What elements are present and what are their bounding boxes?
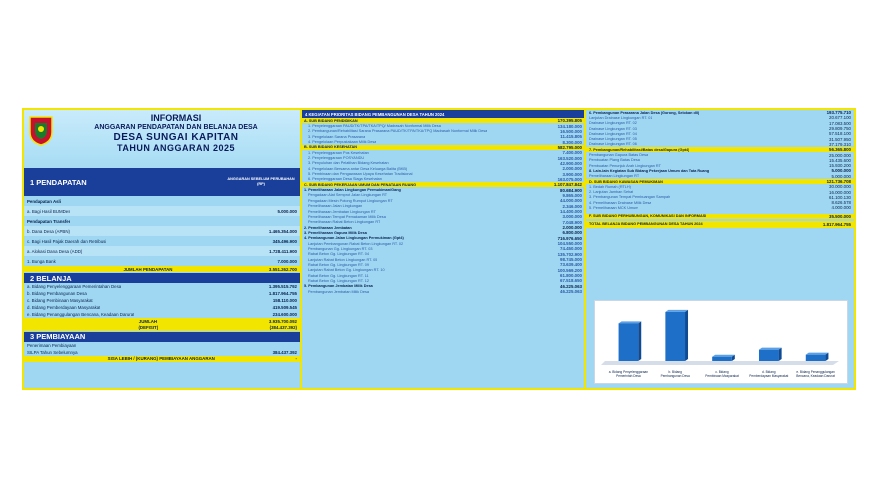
- row-value: 2.346.000: [562, 203, 582, 209]
- row-value: 193.775.710: [826, 110, 851, 116]
- chart-bar: [806, 355, 826, 361]
- pendapatan-total-row: [24, 266, 300, 272]
- row-value: 73.639.400: [560, 262, 582, 268]
- row-value: 15.930.200: [829, 163, 851, 169]
- row-label: F. SUB BIDANG PERHUBUNGAN, KOMUNIKASI DAN INFORMASI: [589, 214, 707, 219]
- row-value: 100.569.200: [557, 267, 582, 273]
- row-value: 25.000.000: [829, 152, 851, 158]
- row-value: 56.365.800: [829, 147, 851, 153]
- table-row: [24, 304, 300, 311]
- row-label: TOTAL BELANJA BIDANG PEMBANGUNAN DESA TAHUN 2024: [589, 222, 703, 227]
- pendapatan-table: [24, 196, 300, 266]
- row-value: 67.518.650: [560, 278, 582, 284]
- row-value: 8.300.000: [562, 139, 582, 145]
- row-label: 3. Pengelolaan Sarana Prasarana: [308, 134, 366, 139]
- total-label: JUMLAH PENDAPATAN: [123, 266, 173, 272]
- row-label: b. Dana Desa (APBN): [27, 228, 70, 234]
- belanja-table: [24, 283, 300, 318]
- row-value: 7.000.000: [277, 258, 297, 264]
- row-label: b. Bidang Pembangunan Desa: [27, 291, 87, 297]
- row-value: 16.500.000: [560, 128, 582, 134]
- chart-category-line: d. Bidang: [762, 370, 776, 374]
- row-value: 7.048.900: [562, 219, 582, 225]
- table-row: [24, 216, 300, 226]
- row-value: 1.465.354.000: [268, 228, 297, 234]
- header-line-4: TAHUN ANGGARAN 2025: [116, 143, 235, 153]
- defisit-label: (DEFISIT): [138, 324, 159, 330]
- header-line-1: INFORMASI: [150, 113, 202, 123]
- row-label: Drainase Lingkungan RT. 04: [589, 131, 637, 136]
- belanja-total-row: [24, 318, 300, 324]
- panel-prioritas-lanjutan: [586, 110, 854, 388]
- row-label: 5. Pembinaan dan Pengawasan Upaya Kesehatan Tradisional: [308, 172, 413, 177]
- chart-bar-top: [759, 348, 782, 350]
- total-label: JUMLAH: [138, 318, 158, 324]
- row-value: 121.736.708: [826, 179, 851, 184]
- section-pembiayaan-header: [24, 332, 300, 342]
- row-label: B. SUB BIDANG KESEHATAN: [304, 145, 358, 150]
- row-value: 2.000.000: [562, 166, 582, 172]
- chart-category-line: a. Bidang Penyelenggaraan: [608, 370, 649, 374]
- row-label: Pemeliharaan Rabat Beton Lingkungan RT: [308, 220, 381, 225]
- row-label: 1. Bunga Bank: [27, 258, 56, 264]
- row-label: 3. Penyuluhan dan Pelatihan Bidang Kesehatan: [308, 161, 389, 166]
- row-label: Drainase Lingkungan RT. 03: [589, 126, 637, 131]
- row-value: 158.110.000: [272, 298, 297, 304]
- total-value: 3.935.700.092: [268, 318, 297, 324]
- row-label: e. Bidang Penanggulangan Bencana, Keadaan Darurat: [27, 312, 135, 318]
- row-value: 80.684.900: [560, 187, 582, 193]
- row-value: 35.500.000: [829, 213, 851, 219]
- row-value: 11.415.805: [560, 134, 582, 140]
- row-value: 74.450.000: [560, 246, 582, 252]
- row-label: D. SUB BIDANG KAWASAN PEMUKIMAN: [589, 179, 663, 184]
- row-value: 31.507.950: [829, 136, 851, 142]
- chart-category-line: Pemerintah Desa: [616, 374, 641, 378]
- chart-category-line: Pembangunan Desa: [660, 374, 690, 378]
- row-label: 1. Penyelenggaraan Pos Kesehatan: [308, 150, 369, 155]
- sisa-row: [24, 356, 300, 362]
- row-label: Pemeliharaan Tempat Pemakaman Milik Desa: [308, 214, 386, 219]
- table-row: [24, 256, 300, 266]
- row-value: 17.083.500: [829, 120, 851, 126]
- table-row: [24, 246, 300, 256]
- table-row: [24, 290, 300, 297]
- row-label: 7. Pembangunan/Rehabilitasi/Batas desa/Gapura (Gpt4): [589, 147, 690, 152]
- row-value: 345.496.900: [272, 238, 297, 244]
- chart-category-label: [749, 370, 788, 378]
- row-label: Drainase Lingkungan RT. 06: [589, 142, 637, 147]
- belanja-bar-chart: [594, 300, 848, 384]
- row-value: 61.800.000: [560, 273, 582, 279]
- chart-category-line: Pemberdayaan Masyarakat: [749, 374, 789, 378]
- row-label: Rabat Beton Gg. Lingkungan RT. 04: [308, 252, 369, 257]
- row-label: Pemeliharaan Lingkungan RT: [589, 174, 640, 179]
- row-label: Rabat Beton Gg. Lingkungan RT. 09: [308, 262, 369, 267]
- row-label: c. Bidang Pembinaan Masyarakat: [27, 298, 93, 304]
- chart-bar-top: [806, 353, 829, 355]
- row-value: 20.677.100: [829, 115, 851, 121]
- row-value: 3.900.000: [562, 171, 582, 177]
- sisa-value: -: [295, 356, 297, 362]
- row-value: 57.518.100: [829, 131, 851, 137]
- row-label: Lanjutan Rabat Beton Lingkungan RT. 05: [308, 257, 378, 262]
- row-label: Pembuatan Plang Batas Desa: [589, 158, 640, 163]
- row-value: 14.400.000: [560, 209, 582, 215]
- row-value: 4.000.000: [831, 205, 851, 211]
- row-value: 419.509.545: [272, 305, 297, 311]
- section-title: 3 PEMBIAYAAN: [30, 332, 86, 342]
- total-value: 3.551.262.700: [268, 266, 297, 272]
- row-value: 30.000.000: [829, 184, 851, 190]
- row-label: c. Bagi Hasil Pajak Daerah dan Retribusi: [27, 238, 107, 244]
- row-label: C. SUB BIDANG PEKERJAAN UMUM DAN PENATAAN RUANG: [304, 182, 417, 187]
- row-label: Drainase Lingkungan RT. 02: [589, 121, 637, 126]
- row-value: 16.000.000: [829, 189, 851, 195]
- header-title-block: [54, 113, 298, 153]
- row-value: 3.000.000: [562, 214, 582, 220]
- row-label: 1. Pemeliharaan Jalan Lingkungan Permukiman/Gang: [304, 188, 401, 193]
- table-row: [24, 226, 300, 236]
- chart-floor: [601, 361, 839, 365]
- row-label: 2. Pembangunan/Rehabilitasi Sarana Prasarana PAUD/TK/TPA/TKA/TPQ Madrasah Nonformal Milik Desa: [308, 129, 488, 134]
- row-value: 1.107.847.842: [553, 182, 582, 188]
- chart-bar-top: [712, 355, 735, 357]
- row-value: 98.745.000: [560, 257, 582, 263]
- chart-bar-top: [619, 321, 642, 323]
- table-row: [586, 214, 854, 219]
- row-value: 46.225.063: [560, 289, 582, 295]
- row-value: 582.795.000: [557, 144, 582, 150]
- row-label: Pembangunan Jembatan Milik Desa: [308, 289, 369, 294]
- row-label: 4. Pengelolaan Perpustakaan Milik Desa: [308, 140, 377, 145]
- row-label: Pengadaan Mesin Potong Rumput Lingkungan RT: [308, 198, 393, 203]
- chart-svg: [595, 301, 847, 383]
- section-belanja-header: [24, 273, 300, 283]
- panel-prioritas-pembangunan: [302, 110, 584, 388]
- row-value: 234.600.000: [272, 312, 297, 318]
- row-label: Rabat Beton Gg. Lingkungan RT. 12: [308, 278, 369, 283]
- row-label: Penerimaan Pembiayaan: [27, 342, 77, 348]
- row-label: 8. Lain-lain Kegiatan Sub Bidang Pekerjaan Umum dan Tata Ruang: [589, 168, 710, 173]
- row-value: 46.225.063: [560, 283, 582, 289]
- row-label: Pendapatan Transfer: [27, 218, 71, 224]
- chart-bar: [665, 312, 685, 361]
- chart-category-line: b. Bidang: [668, 370, 682, 374]
- row-label: Pemeliharaan Jalan Lingkungan: [308, 204, 363, 209]
- row-value: 29.809.750: [829, 126, 851, 132]
- page-header: [24, 110, 300, 168]
- header-line-2: ANGGARAN PENDAPATAN DAN BELANJA DESA: [94, 124, 258, 131]
- row-label: Lanjutan Rabat Beton Gg. Lingkungan RT. 10: [308, 268, 385, 273]
- row-value: 104.550.000: [557, 241, 582, 247]
- row-value: 170.395.805: [557, 118, 582, 124]
- chart-category-line: Pembinaan Masyarakat: [705, 374, 739, 378]
- row-value: 134.180.000: [557, 123, 582, 129]
- row-label: SILPA Tahun Sebelumnya: [27, 349, 78, 355]
- chart-category-label: [796, 370, 835, 378]
- row-label: Pengadaan Alat Semprot Jalan Lingkungan RT: [308, 193, 388, 198]
- column-header: ANGGARAN SEBELUM PERUBAHAN (RP): [227, 177, 295, 186]
- row-label: 5. Pemeliharaan MCK Umum: [589, 205, 639, 210]
- row-label: Pemeliharaan Jembatan Lingkungan RT: [308, 209, 376, 214]
- row-value: 15.435.600: [829, 157, 851, 163]
- row-value: 1.728.411.900: [269, 248, 297, 254]
- row-label: Lanjutan Drainase Lingkungan RT. 01: [589, 115, 653, 120]
- defisit-row: [24, 324, 300, 330]
- chart-bar-top: [665, 310, 688, 312]
- row-label: Pendapatan Asli: [27, 198, 61, 204]
- row-label: a. Bagi Hasil BUMDes: [27, 208, 71, 214]
- table-row: [24, 311, 300, 318]
- row-label: 2. Penyelenggaraan POSYANDU: [308, 156, 365, 161]
- row-label: 6. Penyelenggaraan Desa Siaga Kesehatan: [308, 177, 382, 182]
- prioritas-table: [302, 118, 584, 294]
- row-value: 5.000.000: [277, 208, 297, 214]
- table-row: [586, 205, 854, 210]
- row-value: 384.437.392: [272, 349, 297, 355]
- prioritas-lanjutan-table: [586, 110, 854, 228]
- chart-bar-side: [685, 310, 688, 361]
- section-title: 2 BELANJA: [30, 273, 72, 283]
- table-row: [302, 289, 584, 294]
- row-label: A. SUB BIDANG PENDIDIKAN: [304, 118, 358, 123]
- chart-category-line: Bencana, Keadaan Darurat: [796, 374, 835, 378]
- row-value: 6.800.000: [562, 230, 582, 236]
- row-value: 1.817.964.755: [822, 221, 851, 227]
- chart-category-line: c. Bidang: [715, 370, 729, 374]
- pembiayaan-table: [24, 342, 300, 356]
- table-row: [24, 283, 300, 290]
- row-value: 37.179.310: [829, 141, 851, 147]
- row-value: 135.702.900: [557, 251, 582, 257]
- chart-bar-side: [779, 348, 782, 361]
- section-title: 1 PENDAPATAN: [30, 177, 87, 187]
- row-value: 44.000.000: [560, 198, 582, 204]
- header-line-3: DESA SUNGAI KAPITAN: [113, 132, 239, 143]
- table-row: [24, 196, 300, 206]
- row-value: 9.865.000: [562, 192, 582, 198]
- chart-bar: [712, 357, 732, 361]
- chart-bar: [759, 350, 779, 361]
- row-value: 42.900.000: [560, 160, 582, 166]
- sisa-label: SISA LEBIH / (KURANG) PEMBIAYAAN ANGGARAN: [107, 356, 215, 362]
- row-label: 2. Pemeliharaan Jembatan: [304, 225, 352, 230]
- row-label: Rabat Beton Gg. Lingkungan RT. 11: [308, 273, 369, 278]
- row-value: 163.075.000: [557, 176, 582, 182]
- row-label: d. Bidang Pemberdayaan Masyarakat: [27, 305, 101, 311]
- row-label: 1. Penyelenggaraan PAUD/TK/TPA/TKA/TPQ/ Madrasah Nonformal Milik Desa: [308, 124, 441, 129]
- row-label: 3. Pemeliharaan Gapura Milik Desa: [304, 230, 367, 235]
- chart-bar: [619, 323, 639, 361]
- row-value: 8.626.578: [831, 200, 851, 206]
- row-value: 5.000.000: [831, 173, 851, 179]
- panel-apbdes-summary: [24, 110, 300, 388]
- row-label: 4. Pengelolaan Bersama antar Desa Keluarga Balita (BKB): [308, 166, 408, 171]
- row-value: 61.100.130: [829, 194, 851, 200]
- row-label: 5. Pembangunan Jembatan Milik Desa: [304, 284, 373, 289]
- row-value: 5.000.000: [831, 168, 851, 174]
- row-label: 4. Pemeliharaan Drainase Milik Desa: [589, 200, 652, 205]
- row-label: Pembangunan Gapura Batas Desa: [589, 153, 649, 158]
- row-label: Drainase Lingkungan RT. 05: [589, 137, 637, 142]
- row-label: Lanjutan Pembangunan Rabat Beton Lingkungan RT. 02: [308, 241, 404, 246]
- row-label: a. Alokasi Dana Desa (ADD): [27, 248, 83, 254]
- chart-category-label: [609, 370, 649, 378]
- table-row: [24, 236, 300, 246]
- row-value: 163.520.000: [557, 155, 582, 161]
- regency-emblem-icon: [28, 114, 54, 146]
- table-row: [24, 297, 300, 304]
- row-label: Pembangunan Gg. Lingkungan RT. 03: [308, 246, 373, 251]
- row-value: 716.976.650: [557, 235, 582, 241]
- row-label: 2. Lanjutan Jamban Sehat: [589, 190, 634, 195]
- chart-category-label: [661, 370, 690, 378]
- row-label: 3. Pembangunan Tempat Pembuangan Sampah: [589, 195, 671, 200]
- chart-category-line: e. Bidang Penanggulangan: [796, 370, 835, 374]
- row-label: 4. Pembangunan Jalan Lingkungan Permukiman (Gpt4): [304, 236, 404, 241]
- table-row: [24, 206, 300, 216]
- defisit-value: (384.437.392): [269, 324, 297, 330]
- table-row: [24, 342, 300, 349]
- row-value: 2.000.000: [562, 225, 582, 231]
- row-label: Pembuatan Penunjuk Arah Lingkungan RT: [589, 163, 661, 168]
- row-value: 1.817.964.755: [268, 291, 297, 297]
- table-row: [24, 349, 300, 356]
- table-row: [586, 221, 854, 228]
- row-value: 7.400.000: [562, 150, 582, 156]
- row-value: 1.395.515.792: [268, 284, 297, 290]
- section-pendapatan-header: [24, 168, 300, 196]
- row-label: 1. Bedah Rumah (RTLH): [589, 184, 631, 189]
- chart-category-label: [705, 370, 739, 378]
- row-label: a. Bidang Penyelenggaraan Pemerintahan Desa: [27, 284, 122, 290]
- row-label: 6. Pembangunan Prasarana Jalan Desa (Gorong, Selokan dll): [589, 110, 700, 115]
- prioritas-header: 4 KEGIATAN PRIORITAS BIDANG PEMBANGUNAN DESA TAHUN 2024: [302, 110, 584, 118]
- chart-bar-side: [638, 321, 641, 361]
